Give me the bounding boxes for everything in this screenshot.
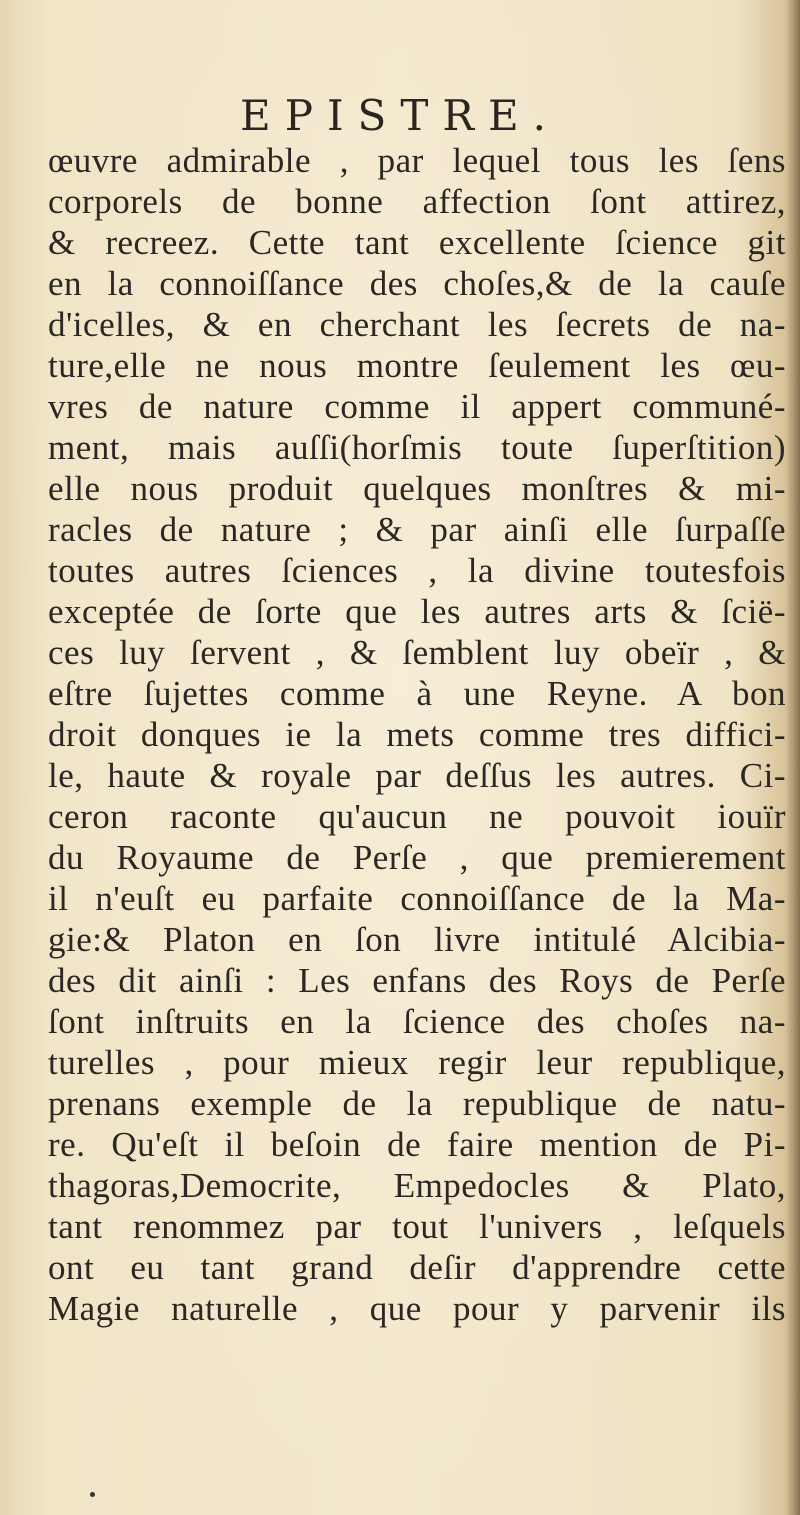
text-line: il n'euſt eu parfaite connoiſſance de la Ma- [48,879,786,918]
ink-speck [90,1492,95,1497]
text-line: Magie naturelle , que pour y parvenir ils [48,1289,786,1328]
text-line: exceptée de ſorte que les autres arts & ſcië- [48,592,786,631]
text-line: du Royaume de Perſe , que premierement [48,838,786,877]
text-line: turelles , pour mieux regir leur republique, [48,1043,786,1082]
text-line: prenans exemple de la republique de natu- [48,1084,786,1123]
text-line: vres de nature comme il appert communé- [48,387,786,426]
text-line: racles de nature ; & par ainſi elle ſurpaſſe [48,510,786,549]
text-line: corporels de bonne affection ſont attirez, [48,182,786,221]
text-line: ces luy ſervent , & ſemblent luy obeïr , & [48,633,786,672]
text-line: re. Qu'eſt il beſoin de faire mention de Pi- [48,1125,786,1164]
text-line: le, haute & royale par deſſus les autres. Ci- [48,756,786,795]
text-line: toutes autres ſciences , la divine toutesfois [48,551,786,590]
text-line: ture,elle ne nous montre ſeulement les œu- [48,346,786,385]
text-line: ment, mais auſſi(horſmis toute ſuperſtition) [48,428,786,467]
text-line: thagoras,Democrite, Empedocles & Plato, [48,1166,786,1205]
body-text [48,140,786,1329]
text-line: ceron raconte qu'aucun ne pouvoit iouïr [48,797,786,836]
text-line: des dit ainſi : Les enfans des Roys de Perſe [48,961,786,1000]
text-line: tant renommez par tout l'univers , leſquels [48,1207,786,1246]
text-line: œuvre admirable , par lequel tous les ſens [48,141,786,180]
page-edge-shadow [786,0,800,1515]
text-line: eſtre ſujettes comme à une Reyne. A bon [48,674,786,713]
text-line: gie:& Platon en ſon livre intitulé Alcibia- [48,920,786,959]
text-line: elle nous produit quelques monſtres & mi- [48,469,786,508]
text-line: ſont inſtruits en la ſcience des choſes na- [48,1002,786,1041]
text-line: ont eu tant grand deſir d'apprendre cette [48,1248,786,1287]
text-line: droit donques ie la mets comme tres diffici- [48,715,786,754]
text-line: d'icelles, & en cherchant les ſecrets de na- [48,305,786,344]
text-line: & recreez. Cette tant excellente ſcience git [48,223,786,262]
text-line: en la connoiſſance des choſes,& de la cauſe [48,264,786,303]
running-header: EPISTRE. [240,91,560,140]
